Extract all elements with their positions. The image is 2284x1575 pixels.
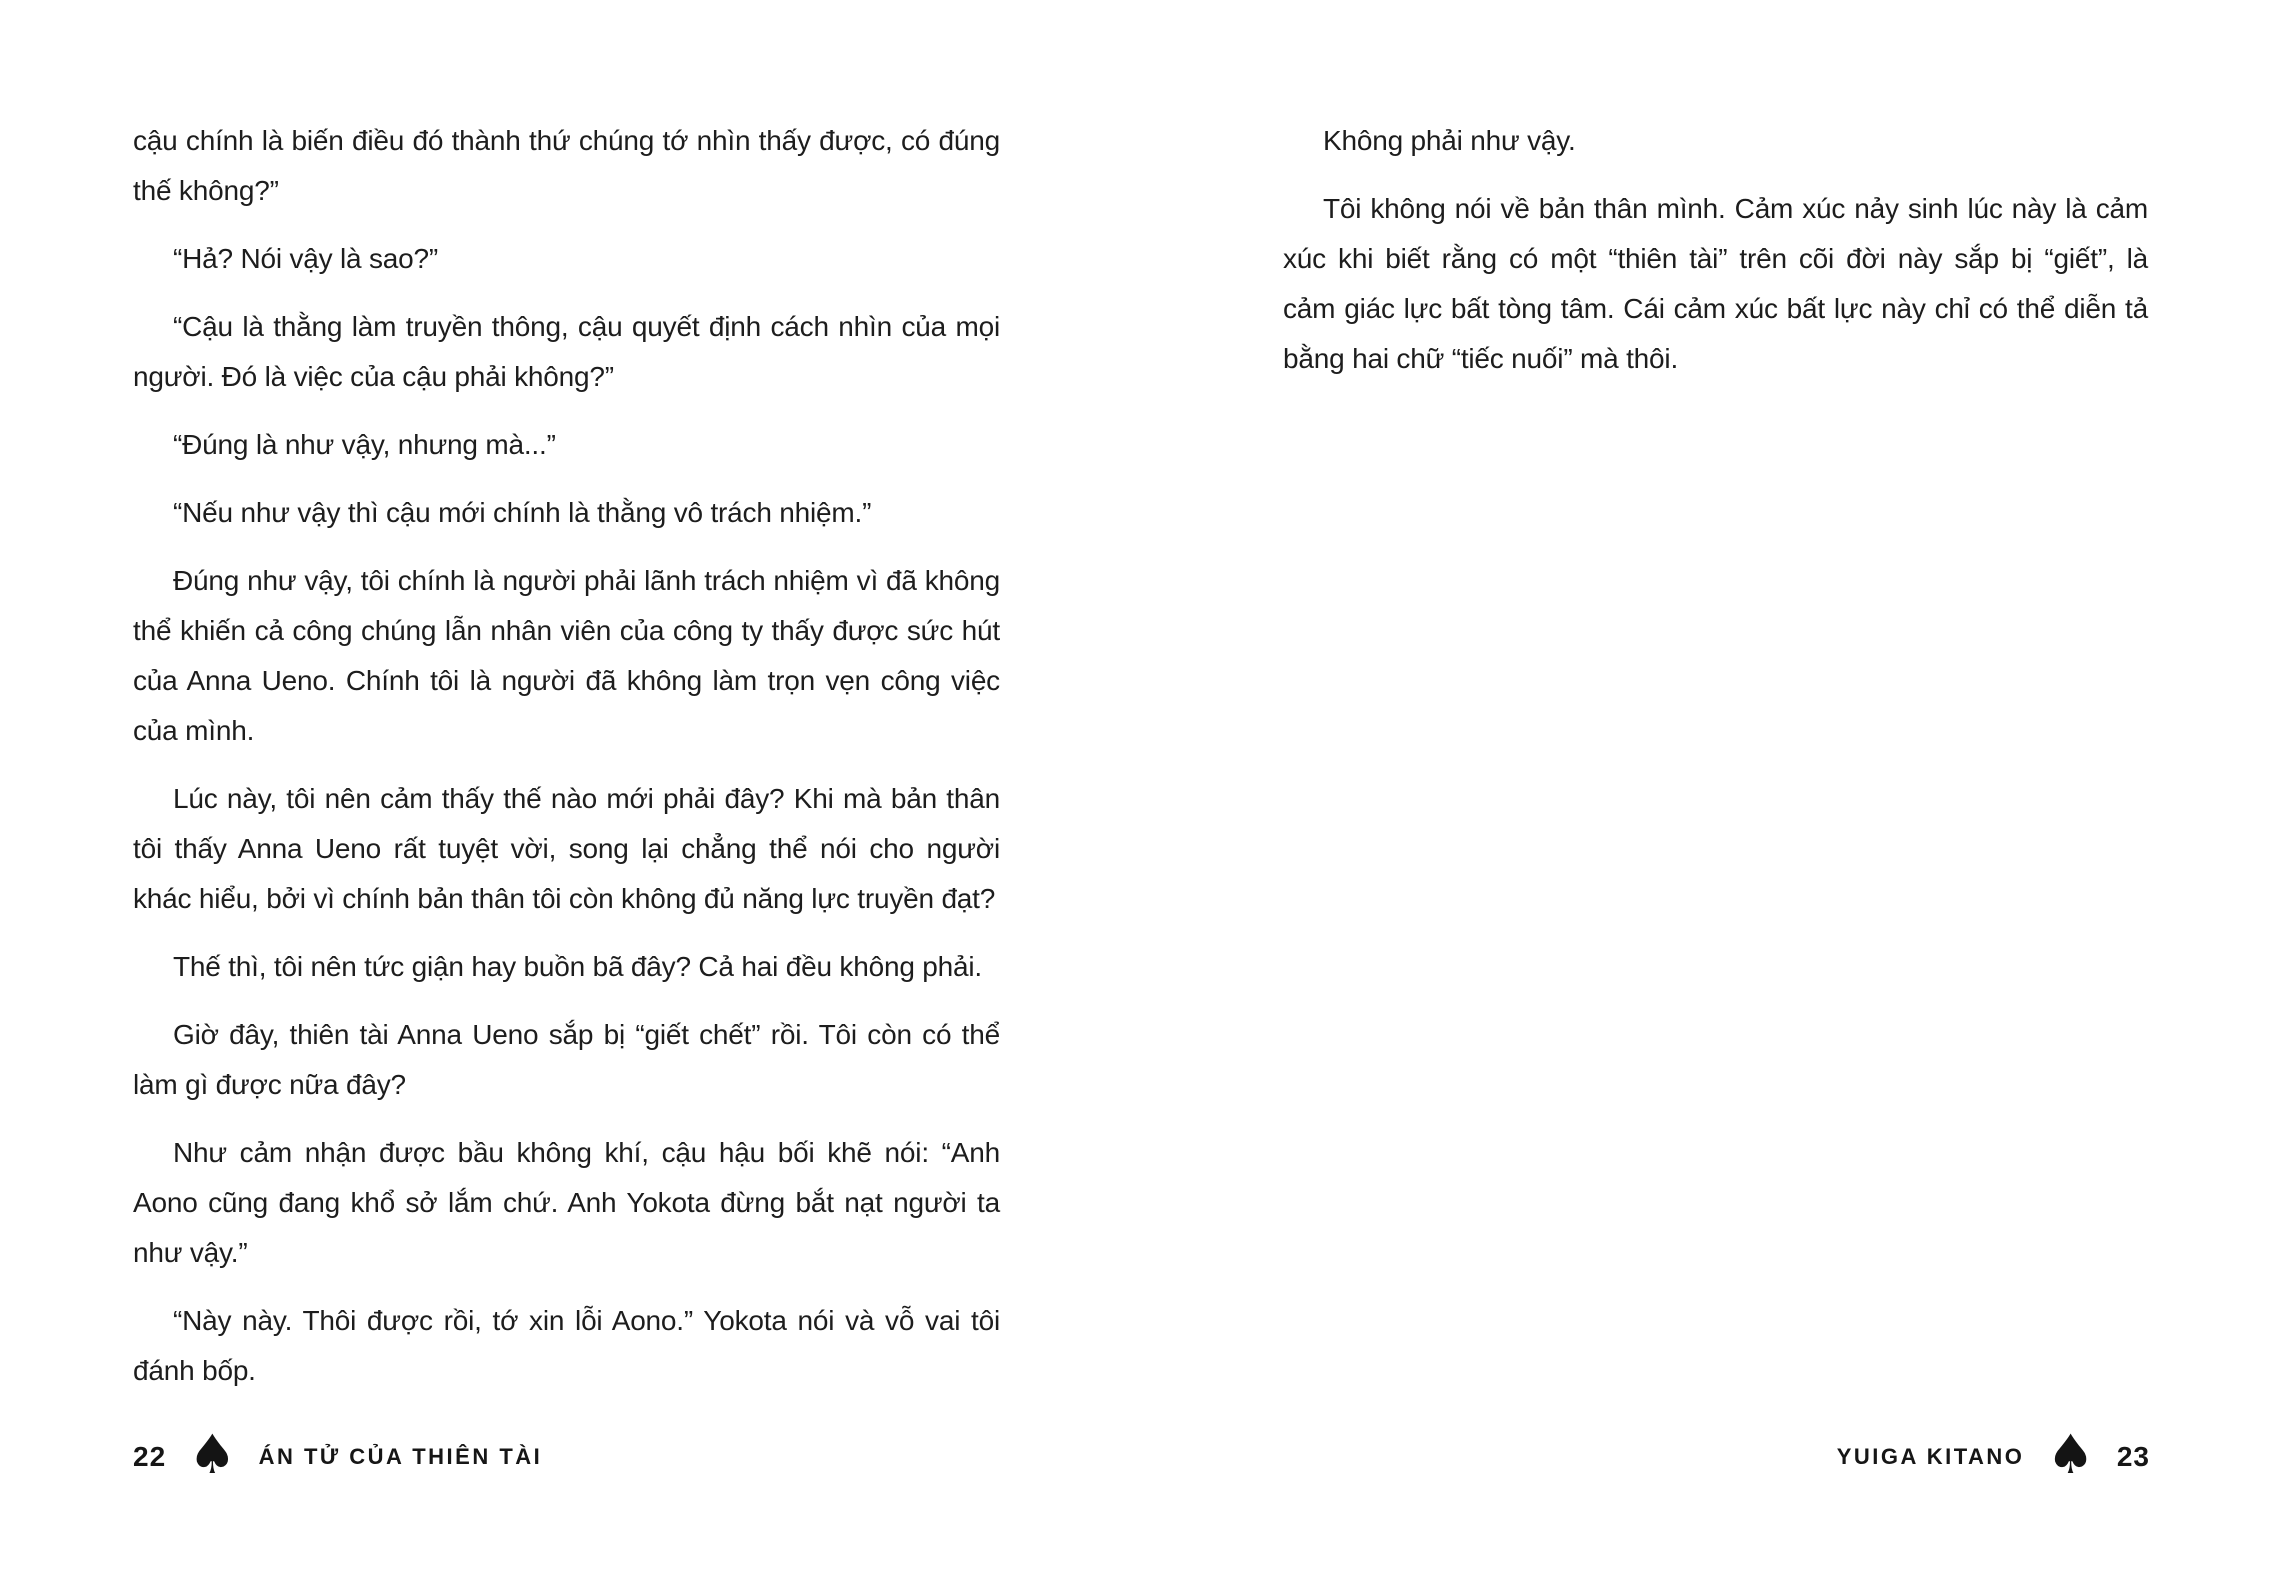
text-line: Tôi không nói về bản thân mình. Cảm xúc nảy sinh lúc này là cảm	[1323, 193, 2148, 224]
text-line: của Anna Ueno. Chính tôi là người đã không làm trọn vẹn công việc	[133, 665, 1000, 696]
text-line: cậu chính là biến điều đó thành thứ chúng tớ nhìn thấy được, có đúng	[133, 125, 1000, 156]
text-line: người. Đó là việc của cậu phải không?”	[133, 361, 614, 392]
author-name: YUIGA KITANO	[1836, 1444, 2025, 1469]
spade-icon: ♠	[188, 1423, 237, 1486]
spade-icon: ♠	[2046, 1423, 2095, 1486]
text-line: như vậy.”	[133, 1237, 248, 1268]
page-number: 23	[2116, 1441, 2150, 1472]
right-page-text	[1283, 116, 2148, 402]
text-line: Đúng như vậy, tôi chính là người phải lãnh trách nhiệm vì đã không	[173, 565, 1000, 596]
text-line: “Hả? Nói vậy là sao?”	[173, 243, 439, 274]
page-number: 22	[133, 1441, 167, 1472]
text-line: Không phải như vậy.	[1323, 125, 1576, 156]
text-line: cảm giác lực bất tòng tâm. Cái cảm xúc bất lực này chỉ có thể diễn tả	[1283, 293, 2148, 324]
text-line: Như cảm nhận được bầu không khí, cậu hậu bối khẽ nói: “Anh	[173, 1137, 1000, 1168]
text-line: đánh bốp.	[133, 1355, 256, 1386]
text-line: thể khiến cả công chúng lẫn nhân viên của công ty thấy được sức hút	[133, 615, 1000, 646]
text-line: tôi thấy Anna Ueno rất tuyệt vời, song lại chẳng thể nói cho người	[133, 833, 1000, 864]
paragraph	[133, 234, 1000, 284]
text-line: làm gì được nữa đây?	[133, 1069, 406, 1100]
text-line: bằng hai chữ “tiếc nuối” mà thôi.	[1283, 343, 1679, 374]
right-page-footer	[1836, 1423, 2150, 1486]
paragraph	[133, 1128, 1000, 1278]
paragraph	[133, 774, 1000, 924]
text-line: của mình.	[133, 715, 255, 746]
text-line: “Cậu là thằng làm truyền thông, cậu quyết định cách nhìn của mọi	[173, 311, 1000, 342]
text-line: Aono cũng đang khổ sở lắm chứ. Anh Yokota đừng bắt nạt người ta	[133, 1187, 1000, 1218]
text-line: xúc khi biết rằng có một “thiên tài” trên cõi đời này sắp bị “giết”, là	[1283, 243, 2148, 274]
text-line: Lúc này, tôi nên cảm thấy thế nào mới phải đây? Khi mà bản thân	[173, 783, 1000, 814]
left-page-text	[133, 116, 1000, 1414]
paragraph	[133, 302, 1000, 402]
paragraph	[133, 1010, 1000, 1110]
paragraph	[133, 488, 1000, 538]
paragraph	[133, 1296, 1000, 1396]
paragraph	[133, 420, 1000, 470]
text-line: khác hiểu, bởi vì chính bản thân tôi còn không đủ năng lực truyền đạt?	[133, 883, 996, 914]
paragraph	[1283, 184, 2148, 384]
book-title: ÁN TỬ CỦA THIÊN TÀI	[258, 1444, 543, 1469]
text-line: thế không?”	[133, 175, 279, 206]
paragraph	[133, 942, 1000, 992]
paragraph	[133, 116, 1000, 216]
text-line: “Nếu như vậy thì cậu mới chính là thằng vô trách nhiệm.”	[173, 497, 872, 528]
text-line: Thế thì, tôi nên tức giận hay buồn bã đây? Cả hai đều không phải.	[173, 951, 982, 982]
paragraph	[1283, 116, 2148, 166]
text-line: Giờ đây, thiên tài Anna Ueno sắp bị “giết chết” rồi. Tôi còn có thể	[173, 1019, 1000, 1050]
text-line: “Này này. Thôi được rồi, tớ xin lỗi Aono.” Yokota nói và vỗ vai tôi	[173, 1305, 1000, 1336]
text-line: “Đúng là như vậy, nhưng mà...”	[173, 429, 556, 460]
left-page-footer	[133, 1423, 543, 1486]
paragraph	[133, 556, 1000, 756]
